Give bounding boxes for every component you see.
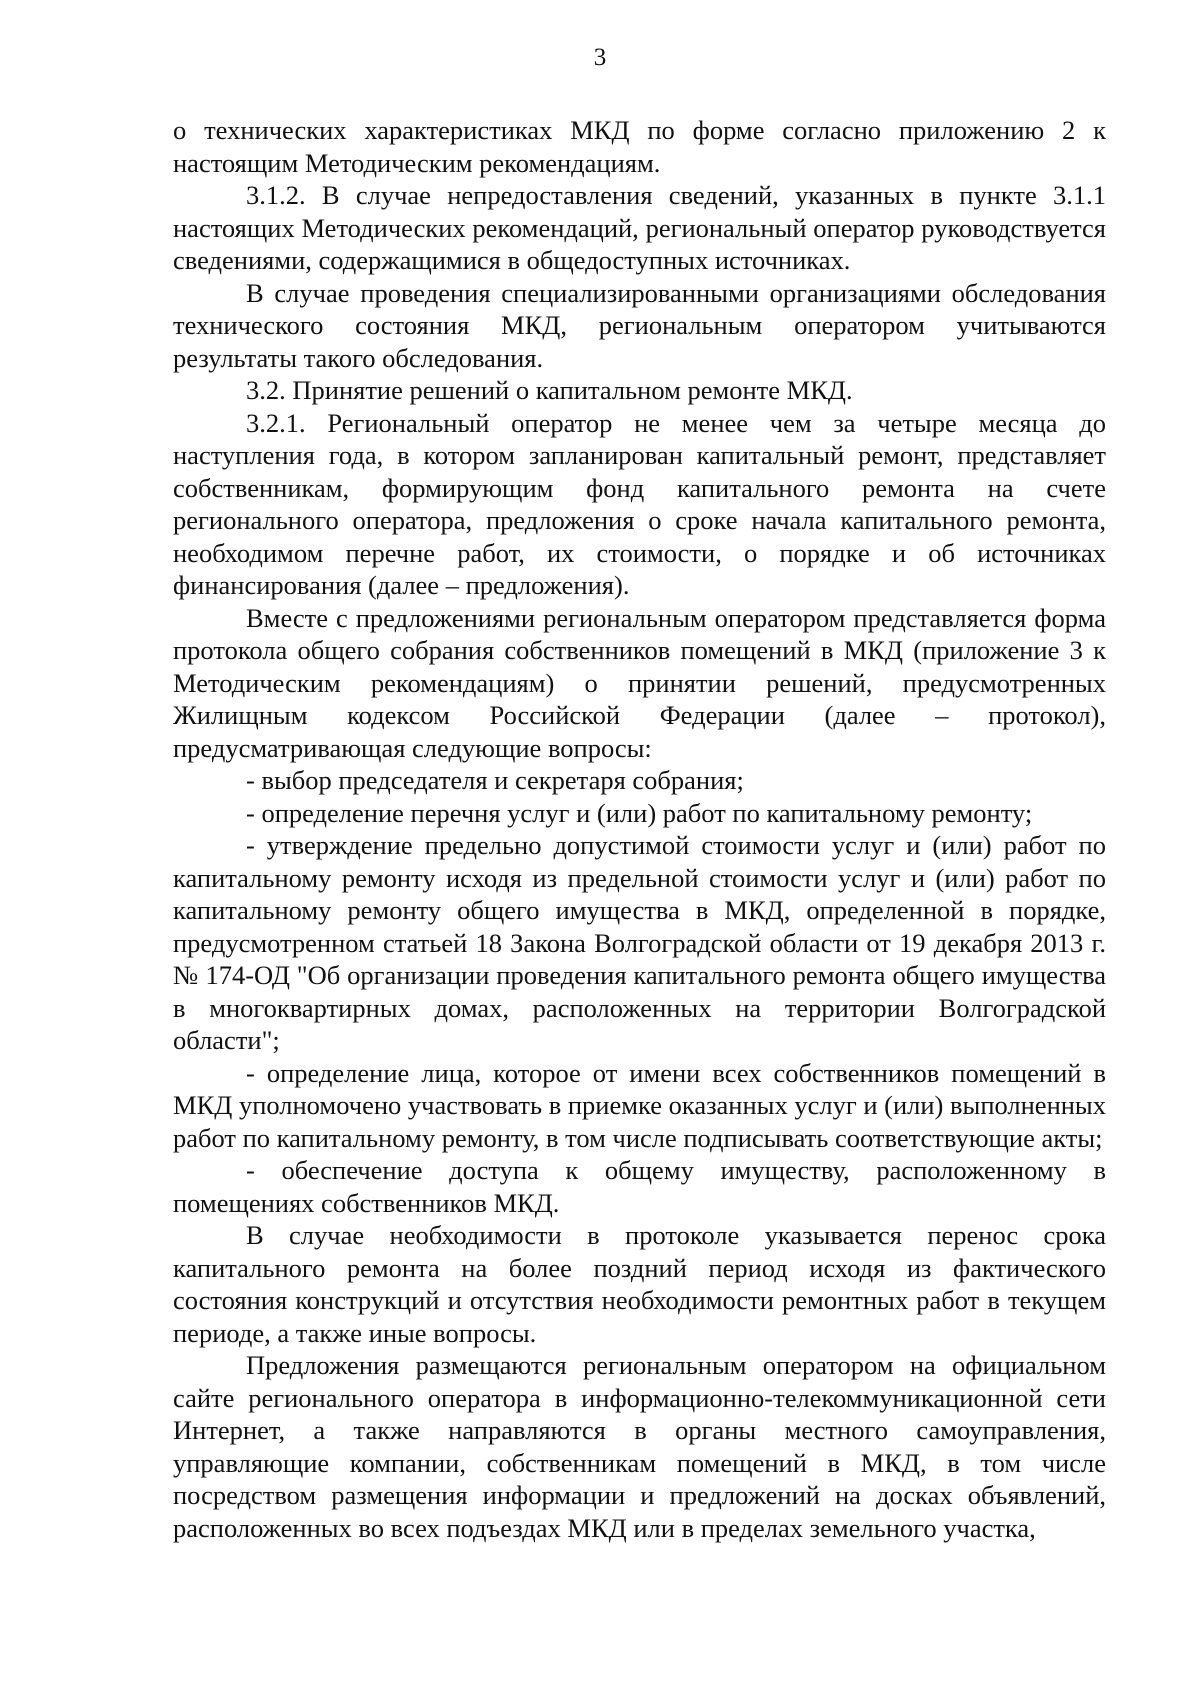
list-item-access: - обеспечение доступа к общему имуществу, расположенному в помещениях собственников МКД. <box>173 1155 1106 1218</box>
document-body <box>173 114 1106 1544</box>
list-item-authorized-person: - определение лица, которое от имени всех собственников помещений в МКД уполномочено участвовать в приемке оказанных услуг и (или) выполненных работ по капитальному ремонту, в том числе подписывать соответствующие акты; <box>173 1057 1106 1153</box>
paragraph-protocol-form: Вместе с предложениями региональным оператором представляется форма протокола общего собрания собственников помещений в МКД (приложение 3 к Методическим рекомендациям) о принятии решений, предусмотренных Жилищным кодексом Российской Федерации (далее – протокол), предусматривающая следующие вопросы: <box>173 602 1106 763</box>
paragraph-continuation: о технических характеристиках МКД по форме согласно приложению 2 к настоящим Методическим рекомендациям. <box>173 115 1106 178</box>
paragraph-3-1-2: 3.1.2. В случае непредоставления сведений, указанных в пункте 3.1.1 настоящих Методических рекомендаций, региональный оператор руководствуется сведениями, содержащимися в общедоступных источниках. <box>173 180 1106 275</box>
list-item-chairman: - выбор председателя и секретаря собрания; <box>246 765 744 795</box>
list-item-max-cost: - утверждение предельно допустимой стоимости услуг и (или) работ по капитальному ремонту исходя из предельной стоимости услуг и (или) работ по капитальному ремонту общего имущества в МКД, определенной в порядке, предусмотренном статьей 18 Закона Волгоградской области от 19 декабря 2013 г. № 174-ОД "Об организации проведения капитального ремонта общего имущества в многоквартирных домах, расположенных на территории Волгоградской области"; <box>173 830 1106 1055</box>
paragraph-publication: Предложения размещаются региональным оператором на официальном сайте регионального оператора в информационно-телекоммуникационной сети Интернет, а также направляются в органы местного самоуправления, управляющие компании, собственникам помещений в МКД, в том числе посредством размещения информации и предложений на досках объявлений, расположенных во всех подъездах МКД или в пределах земельного участка, <box>173 1350 1106 1543</box>
paragraph-3-2-1: 3.2.1. Региональный оператор не менее чем за четыре месяца до наступления года, в котором запланирован капитальный ремонт, представляет собственникам, формирующим фонд капитального ремонта на счете регионального оператора, предложения о сроке начала капитального ремонта, необходимом перечне работ, их стоимости, о порядке и об источниках финансирования (далее – предложения). <box>173 407 1106 600</box>
page-number: 3 <box>593 44 607 71</box>
paragraph-postponement: В случае необходимости в протоколе указывается перенос срока капитального ремонта на более поздний период исходя из фактического состояния конструкций и отсутствия необходимости ремонтных работ в текущем периоде, а также иные вопросы. <box>173 1220 1106 1348</box>
list-item-works-list: - определение перечня услуг и (или) работ по капитальному ремонту; <box>246 797 1033 828</box>
paragraph-3-2-heading: 3.2. Принятие решений о капитальном ремонте МКД. <box>246 375 853 405</box>
paragraph-inspection-results: В случае проведения специализированными организациями обследования технического состояния МКД, региональным оператором учитываются результаты такого обследования. <box>173 277 1106 373</box>
